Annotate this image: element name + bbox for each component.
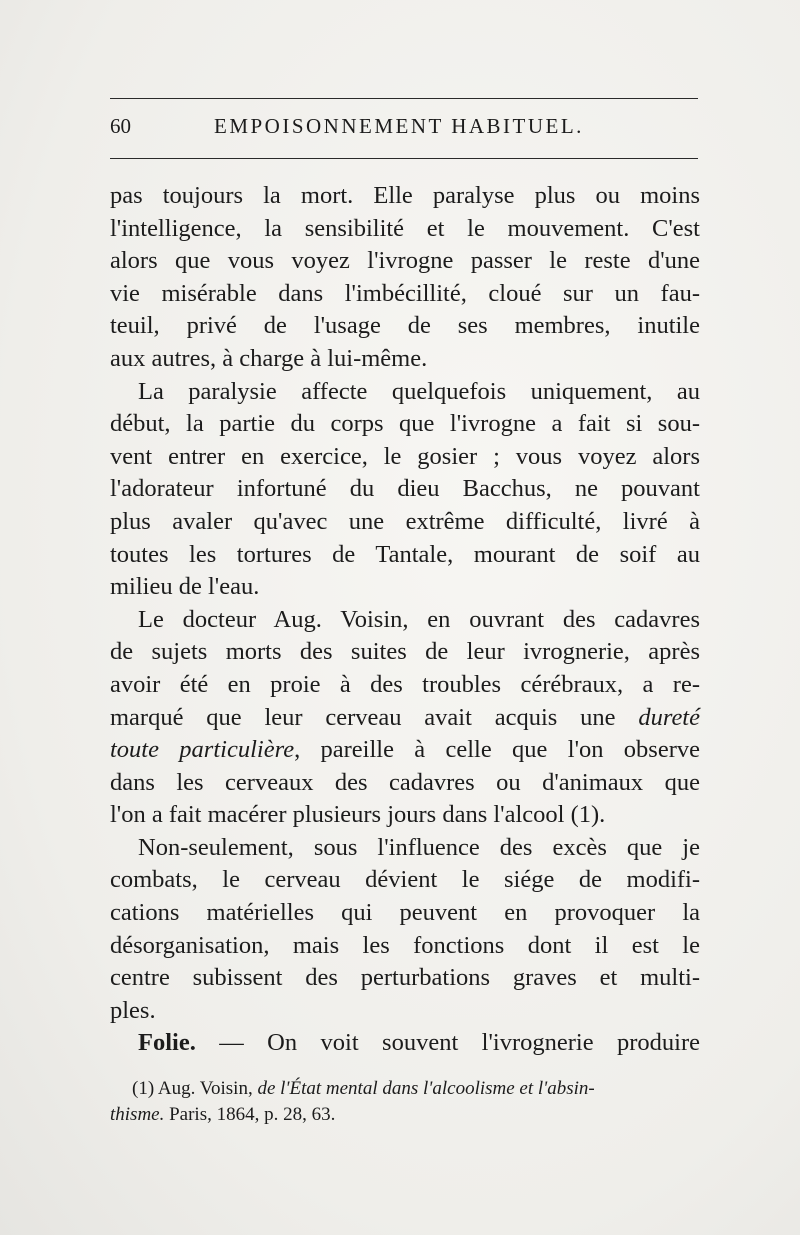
text-line: l'adorateur infortuné du dieu Bacchus, ne pouvant	[110, 475, 700, 503]
text-line: l'intelligence, la sensibilité et le mouvement. C'est	[110, 214, 700, 242]
section-heading-line	[110, 1027, 700, 1060]
italic-emphasis: toute particulière	[110, 736, 295, 764]
italic-emphasis: dureté	[638, 703, 700, 731]
text-line: avoir été en proie à des troubles cérébraux, a re-	[110, 670, 700, 698]
text-line: alors que vous voyez l'ivrogne passer le reste d'une	[110, 247, 700, 275]
text-line: vie misérable dans l'imbécillité, cloué sur un fau-	[110, 279, 700, 307]
text-line: ples.	[110, 996, 156, 1024]
text-line: centre subissent des perturbations graves et multi-	[110, 964, 700, 992]
text-line: milieu de l'eau.	[110, 573, 260, 601]
text-fragment: — On voit souvent l'ivrognerie produire	[195, 1029, 700, 1057]
text-fragment: , pareille à celle que l'on observe	[294, 736, 700, 764]
footnote	[110, 1076, 700, 1128]
text-line: combats, le cerveau dévient le siége de modifi-	[110, 866, 700, 894]
text-line: Non-seulement, sous l'influence des excès que je	[138, 833, 700, 861]
text-line: début, la partie du corps que l'ivrogne a fait si sou-	[110, 410, 700, 438]
text-line: de sujets morts des suites de leur ivrognerie, après	[110, 638, 700, 666]
page-number: 60	[110, 114, 131, 138]
text-line: l'on a fait macérer plusieurs jours dans l'alcool (1).	[110, 801, 606, 829]
footnote-line	[110, 1102, 700, 1128]
text-line	[110, 734, 700, 767]
text-line: pas toujours la mort. Elle paralyse plus ou moins	[110, 182, 700, 209]
text-line: cations matérielles qui peuvent en provoquer la	[110, 899, 700, 927]
footnote-marker: (1) Aug. Voisin,	[132, 1078, 258, 1099]
text-line: La paralysie affecte quelquefois uniquement, au	[138, 377, 700, 405]
text-line: toutes les tortures de Tantale, mourant de soif au	[110, 540, 700, 568]
footnote-line	[110, 1076, 700, 1102]
section-heading: Folie.	[138, 1029, 196, 1057]
running-title: EMPOISONNEMENT HABITUEL.	[214, 114, 584, 138]
running-header	[110, 114, 698, 144]
header-rule-bottom	[110, 158, 698, 159]
text-line	[110, 702, 700, 735]
footnote-citation: Paris, 1864, p. 28, 63.	[164, 1104, 336, 1125]
text-line: Le docteur Aug. Voisin, en ouvrant des cadavres	[138, 605, 700, 633]
text-line: teuil, privé de l'usage de ses membres, inutile	[110, 312, 700, 340]
text-fragment: marqué que leur cerveau avait acquis une	[110, 703, 639, 731]
header-rule-top	[110, 98, 698, 99]
text-line: désorganisation, mais les fonctions dont il est le	[110, 931, 700, 959]
body-text	[110, 180, 700, 1060]
text-line: vent entrer en exercice, le gosier ; vous voyez alors	[110, 442, 700, 470]
text-line: plus avaler qu'avec une extrême difficulté, livré à	[110, 507, 700, 535]
text-line: dans les cerveaux des cadavres ou d'animaux que	[110, 768, 700, 796]
footnote-title: thisme.	[110, 1104, 165, 1125]
text-line: aux autres, à charge à lui-même.	[110, 344, 428, 372]
footnote-title: de l'État mental dans l'alcoolisme et l'absin-	[257, 1078, 595, 1099]
